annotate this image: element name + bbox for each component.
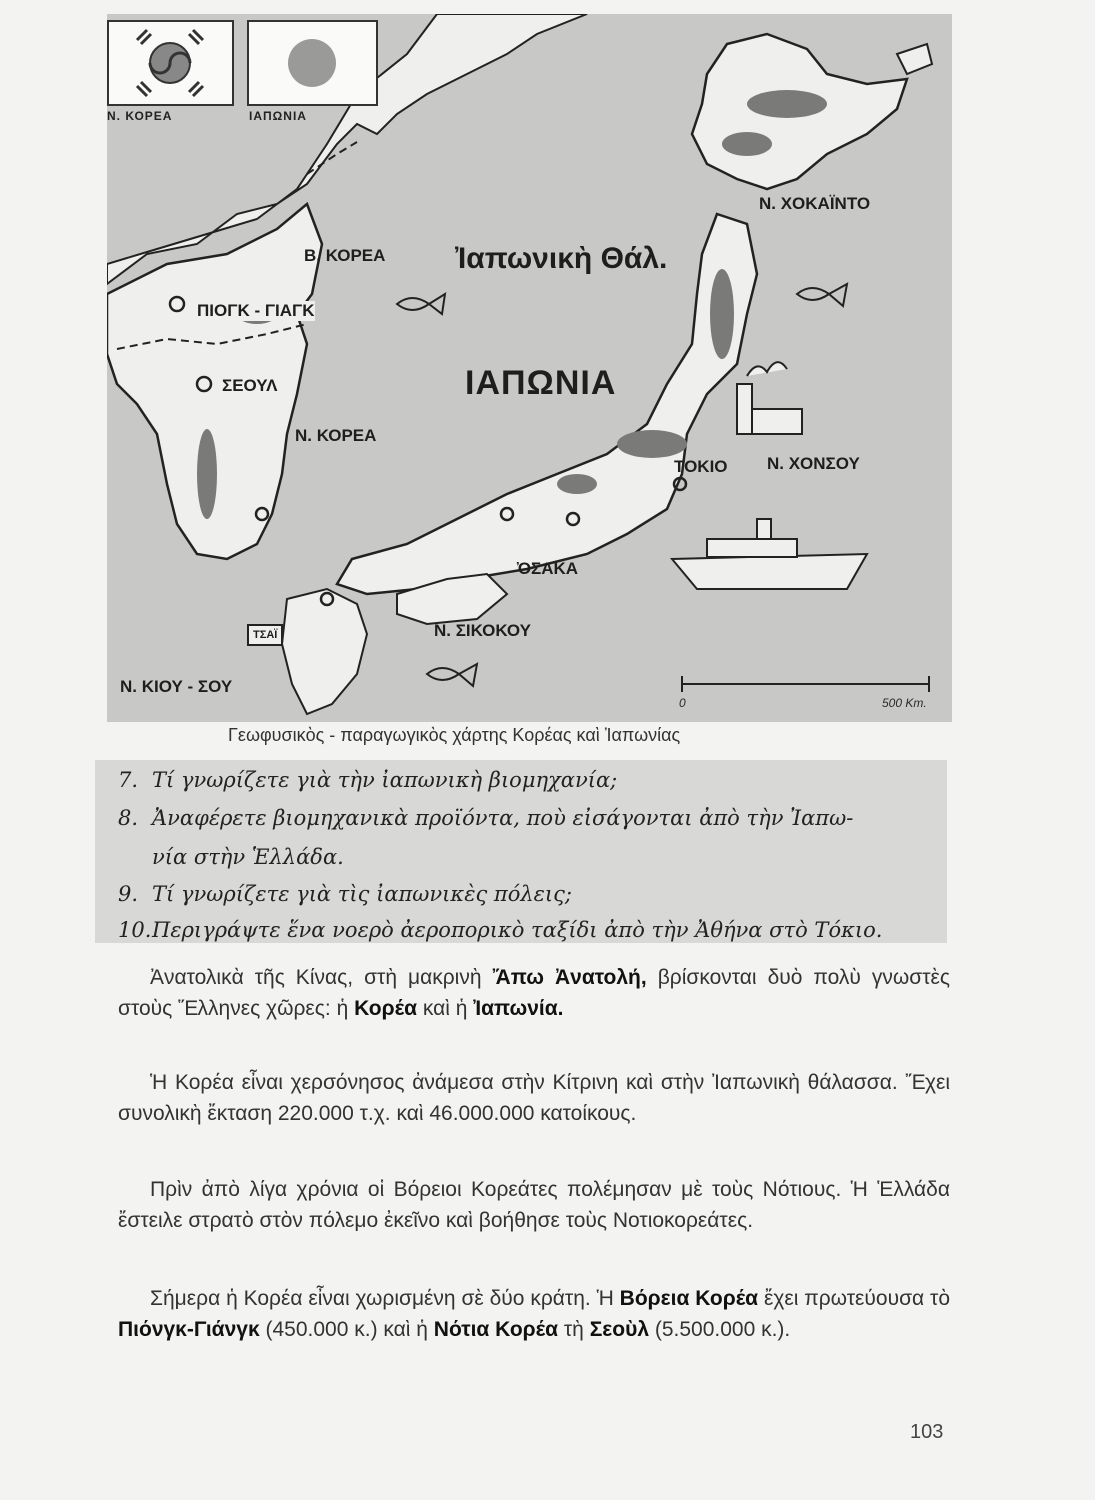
question-7 bbox=[118, 768, 617, 792]
kyushu-island bbox=[282, 589, 367, 714]
map-caption: Γεωφυσικὸς - παραγωγικὸς χάρτης Κορέας καὶ Ἰαπωνίας bbox=[228, 725, 681, 745]
text-run: καὶ ἡ bbox=[416, 997, 474, 1020]
question-text: Περιγράψτε ἕνα νοερὸ ἀεροπορικὸ ταξίδι ἀπὸ τὴν Ἀθήνα στὸ Τόκιο. bbox=[152, 918, 883, 942]
sun-disc-icon bbox=[249, 22, 376, 104]
ship-icon bbox=[672, 519, 867, 589]
taegeuk-icon bbox=[109, 22, 232, 104]
question-9 bbox=[118, 882, 572, 906]
honshu-label: Ν. ΧΟΝΣΟΥ bbox=[767, 454, 860, 473]
text-run: τὴ bbox=[558, 1318, 590, 1341]
question-8 bbox=[118, 806, 853, 830]
question-number: 10. bbox=[118, 918, 152, 942]
text-run: Ἀνατολικὰ τῆς Κίνας, στὴ μακρινὴ bbox=[150, 966, 493, 989]
text-run: (5.500.000 κ.). bbox=[649, 1318, 791, 1341]
japan-label: ΙΑΠΩΝΙΑ bbox=[465, 364, 617, 402]
pyongyang-label: ΠΙΟΓΚ - ΓΙΑΓΚ bbox=[197, 301, 315, 320]
text-run: βρίσκονται δυὸ πολὺ γνωστὲς στοὺς Ἕλληνες χῶρες: ἡ bbox=[118, 966, 950, 1020]
bold-term: Πιόνγκ-Γιάνγκ bbox=[118, 1318, 260, 1341]
shikoku-label: Ν. ΣΙΚΟΚΟΥ bbox=[434, 621, 531, 640]
paragraph-1 bbox=[118, 962, 950, 1024]
question-number: 8. bbox=[118, 806, 139, 830]
scale-start-label: 0 bbox=[679, 696, 686, 710]
north-korea-label: Β. ΚΟΡΕΑ bbox=[304, 246, 386, 265]
bold-term: Ἄπω Ἀνατολή, bbox=[492, 966, 647, 989]
factory-icon bbox=[737, 362, 802, 434]
seoul-label: ΣΕΟΥΛ bbox=[222, 376, 278, 395]
south-korea-flag-label: Ν. ΚΟΡΕΑ bbox=[107, 109, 173, 123]
south-korea-flag bbox=[107, 20, 234, 106]
page-number: 103 bbox=[910, 1421, 944, 1443]
question-8-continuation: νία στὴν Ἑλλάδα. bbox=[152, 845, 344, 869]
text-run: (450.000 κ.) καὶ ἡ bbox=[259, 1318, 434, 1341]
text-run: Σήμερα ἡ Κορέα εἶναι χωρισμένη σὲ δύο κράτη. Ἡ bbox=[150, 1287, 620, 1310]
paragraph-3: Πρὶν ἀπὸ λίγα χρόνια οἱ Βόρειοι Κορεάτες πολέμησαν μὲ τοὺς Νότιους. Ἡ Ἑλλάδα ἔστειλε στρατὸ στὸν πόλεμο ἐκεῖνο καὶ βοήθησε τοὺς Νοτιοκορεάτες. bbox=[118, 1178, 950, 1232]
south-korea-label: Ν. ΚΟΡΕΑ bbox=[295, 426, 377, 445]
question-10 bbox=[118, 918, 882, 942]
paragraph-2: Ἡ Κορέα εἶναι χερσόνησος ἀνάμεσα στὴν Κίτρινη καὶ στὴν Ἰαπωνικὴ θάλασσα. Ἔχει συνολικὴ ἔκταση 220.000 τ.χ. καὶ 46.000.000 κατοίκους. bbox=[118, 1071, 950, 1125]
tea-crate-label: ΤΣΑΪ bbox=[247, 624, 283, 646]
bold-term: Βόρεια Κορέα bbox=[619, 1287, 759, 1310]
kuril-islet bbox=[897, 44, 932, 74]
paragraph-4 bbox=[118, 1283, 950, 1345]
kyushu-label: Ν. ΚΙΟΥ - ΣΟΥ bbox=[120, 677, 233, 696]
bold-term: Ἰαπωνία. bbox=[473, 997, 564, 1020]
korea-japan-map bbox=[107, 14, 952, 722]
bold-term: Σεοὺλ bbox=[589, 1318, 650, 1341]
sea-of-japan-label: Ἰαπωνικὴ Θάλ. bbox=[455, 242, 668, 275]
question-text: Τί γνωρίζετε γιὰ τὶς ἰαπωνικὲς πόλεις; bbox=[152, 882, 572, 906]
bold-term: Κορέα bbox=[354, 997, 417, 1020]
question-text: Τί γνωρίζετε γιὰ τὴν ἰαπωνικὴ βιομηχανία; bbox=[152, 768, 618, 792]
bold-term: Νότια Κορέα bbox=[433, 1318, 559, 1341]
question-number: 7. bbox=[118, 768, 139, 792]
question-number: 9. bbox=[118, 882, 139, 906]
question-text: Ἀναφέρετε βιομηχανικὰ προϊόντα, ποὺ εἰσάγονται ἀπὸ τὴν Ἰαπω- bbox=[152, 806, 854, 830]
osaka-label: ὈΣΑΚΑ bbox=[517, 559, 579, 578]
hokkaido-label: Ν. ΧΟΚΑΪΝΤΟ bbox=[759, 194, 871, 213]
japan-flag-label: ΙΑΠΩΝΙΑ bbox=[249, 109, 307, 123]
text-run: ἔχει πρωτεύουσα τὸ bbox=[758, 1287, 951, 1310]
scale-end-label: 500 Km. bbox=[882, 696, 927, 710]
tokyo-label: ΤΟΚΙΟ bbox=[674, 457, 728, 476]
japan-flag bbox=[247, 20, 378, 106]
